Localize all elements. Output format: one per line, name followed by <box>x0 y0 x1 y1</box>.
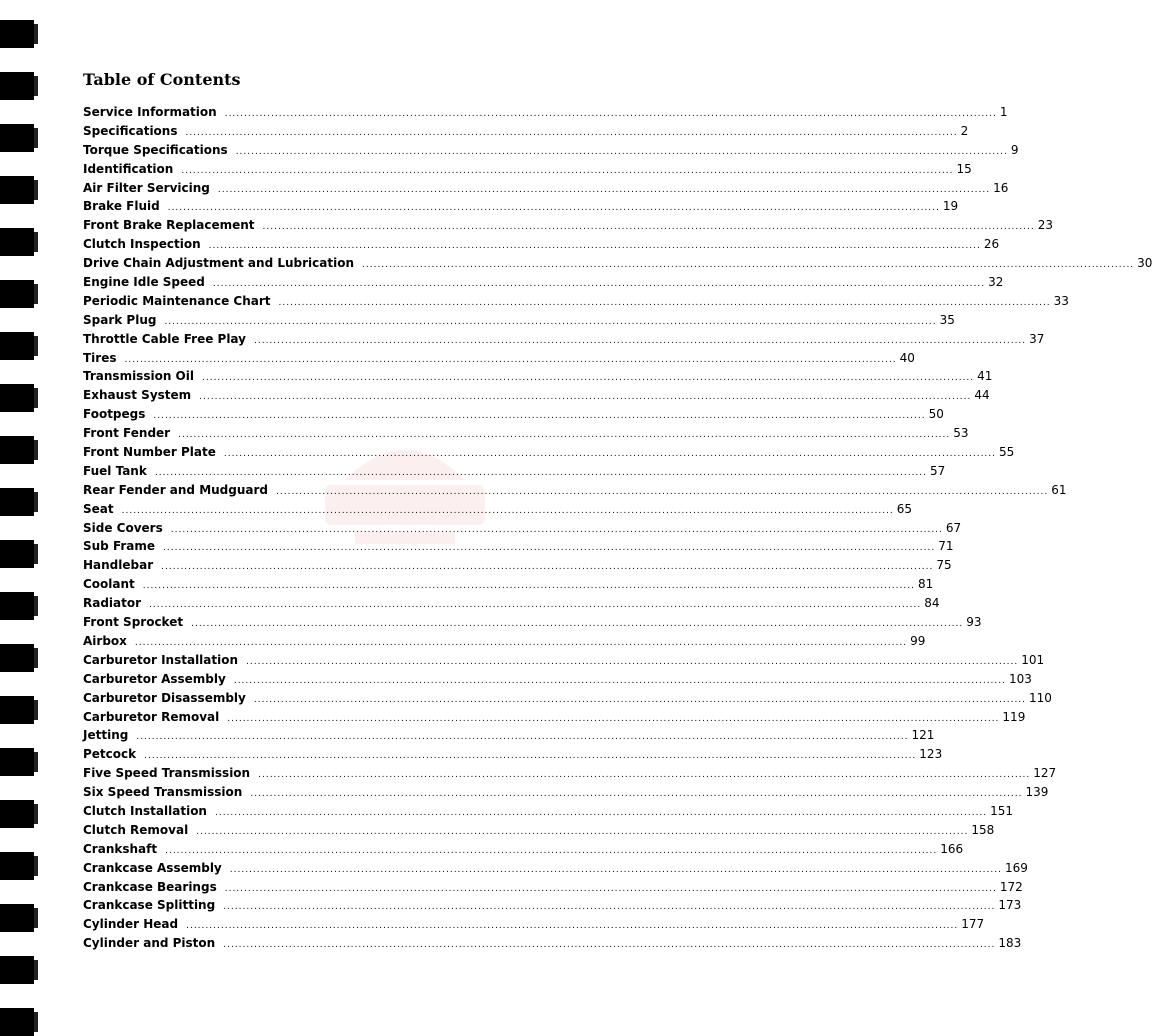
dot-leader: ........................................................................................................................................................................................................ <box>124 354 897 365</box>
binding-slot <box>0 384 34 412</box>
dot-leader: ........................................................................................................................................................................................................ <box>208 241 981 252</box>
toc-entry-label: Petcock <box>83 747 137 762</box>
toc-entry-label: Brake Fluid <box>83 199 160 214</box>
toc-entry-label: Carburetor Removal <box>83 709 220 724</box>
dot-leader: ........................................................................................................................................................................................................ <box>223 902 996 913</box>
toc-entry[interactable] <box>83 859 1028 878</box>
toc-entry-label: Cylinder Head <box>83 917 179 932</box>
toc-entry-label: Front Number Plate <box>83 445 216 460</box>
binding-slot <box>0 436 34 464</box>
toc-entry-label: Air Filter Servicing <box>83 180 210 195</box>
binding-slot <box>0 1008 34 1036</box>
toc-entry-label: Specifications <box>83 123 178 138</box>
toc-entry-page: 172 <box>999 879 1023 894</box>
toc-entry-page: 57 <box>930 463 946 478</box>
toc-list <box>83 103 1152 953</box>
dot-leader: ........................................................................................................................................................................................................ <box>167 203 940 214</box>
binding-slot <box>0 488 34 516</box>
dot-leader: ........................................................................................................................................................................................................ <box>233 675 1006 686</box>
toc-entry-label: Carburetor Disassembly <box>83 690 246 705</box>
toc-entry[interactable] <box>83 537 954 556</box>
toc-entry-label: Tires <box>83 350 117 365</box>
toc-entry[interactable] <box>83 254 1152 273</box>
toc-entry-label: Front Sprocket <box>83 615 184 630</box>
toc-entry[interactable] <box>83 122 969 141</box>
toc-entry[interactable] <box>83 575 934 594</box>
toc-entry-page: 123 <box>919 747 943 762</box>
dot-leader: ........................................................................................................................................................................................................ <box>154 467 928 478</box>
toc-entry-label: Clutch Installation <box>83 803 207 818</box>
toc-entry-page: 40 <box>899 350 915 365</box>
spiral-binding-icon <box>0 0 40 1035</box>
toc-entry-page: 55 <box>999 445 1015 460</box>
dot-leader: ........................................................................................................................................................................................................ <box>227 713 1000 724</box>
toc-entry-page: 183 <box>998 936 1022 951</box>
toc-entry-page: 101 <box>1021 652 1045 667</box>
toc-entry[interactable] <box>83 632 926 651</box>
binding-slot <box>0 696 34 724</box>
dot-leader: ........................................................................................................................................................................................................ <box>149 600 922 611</box>
binding-slot <box>0 956 34 984</box>
toc-entry-label: Torque Specifications <box>83 142 228 157</box>
toc-entry-label: Front Fender <box>83 426 171 441</box>
binding-slot <box>0 332 34 360</box>
toc-entry[interactable] <box>83 481 1067 500</box>
binding-slot <box>0 20 34 48</box>
toc-entry-page: 50 <box>928 407 944 422</box>
toc-entry-label: Seat <box>83 501 114 516</box>
toc-entry-page: 65 <box>896 501 913 516</box>
toc-entry[interactable] <box>83 235 1000 254</box>
toc-entry[interactable] <box>83 783 1049 802</box>
toc-entry[interactable] <box>83 367 993 386</box>
toc-entry-label: Transmission Oil <box>83 369 194 384</box>
toc-entry[interactable] <box>83 708 1026 727</box>
toc-entry[interactable] <box>83 764 1057 783</box>
toc-entry-page: 166 <box>940 841 964 856</box>
toc-entry[interactable] <box>83 594 940 613</box>
toc-entry-label: Carburetor Installation <box>83 652 239 667</box>
toc-entry-page: 127 <box>1033 766 1057 781</box>
dot-leader: ........................................................................................................................................................................................................ <box>153 411 926 422</box>
toc-entry-label: Airbox <box>83 633 127 648</box>
toc-entry-label: Crankcase Splitting <box>83 898 216 913</box>
toc-entry-label: Crankcase Bearings <box>83 879 217 894</box>
toc-entry-label: Five Speed Transmission <box>83 766 251 781</box>
toc-entry-page: 35 <box>939 312 955 327</box>
toc-entry[interactable] <box>83 613 982 632</box>
dot-leader: ........................................................................................................................................................................................................ <box>161 562 934 573</box>
toc-entry-label: Radiator <box>83 596 142 611</box>
dot-leader: ........................................................................................................................................................................................................ <box>223 940 996 951</box>
toc-entry-page: 1 <box>999 105 1008 119</box>
toc-entry[interactable] <box>83 500 913 519</box>
toc-entry[interactable] <box>83 443 1015 462</box>
toc-entry-label: Engine Idle Speed <box>83 275 205 290</box>
dot-leader: ........................................................................................................................................................................................................ <box>362 260 1135 271</box>
binding-slot <box>0 228 34 256</box>
binding-slot <box>0 904 34 932</box>
toc-entry[interactable] <box>83 179 1009 198</box>
dot-leader: ........................................................................................................................................................................................................ <box>164 316 937 327</box>
toc-entry-page: 26 <box>983 237 1000 252</box>
toc-entry-label: Side Covers <box>83 520 163 535</box>
binding-slot <box>0 592 34 620</box>
dot-leader: ........................................................................................................................................................................................................ <box>201 373 975 384</box>
toc-entry-label: Crankcase Assembly <box>83 860 222 875</box>
toc-entry-label: Identification <box>83 161 174 176</box>
toc-entry[interactable] <box>83 915 985 934</box>
dot-leader: ........................................................................................................................................................................................................ <box>224 883 997 894</box>
binding-slot <box>0 280 34 308</box>
dot-leader: ........................................................................................................................................................................................................ <box>165 845 938 856</box>
binding-slot <box>0 124 34 152</box>
dot-leader: ........................................................................................................................................................................................................ <box>235 146 1008 157</box>
toc-entry[interactable] <box>83 934 1022 953</box>
binding-slot <box>0 800 34 828</box>
toc-entry-page: 44 <box>974 388 990 403</box>
toc-entry-page: 75 <box>936 558 952 573</box>
dot-leader: ........................................................................................................................................................................................................ <box>163 543 936 554</box>
toc-entry-page: 110 <box>1029 690 1052 705</box>
toc-entry-page: 30 <box>1137 256 1152 271</box>
toc-entry[interactable] <box>83 349 915 368</box>
toc-entry-page: 37 <box>1029 331 1045 346</box>
binding-slot <box>0 540 34 568</box>
toc-entry[interactable] <box>83 802 1014 821</box>
dot-leader: ........................................................................................................................................................................................................ <box>253 694 1027 705</box>
toc-entry-label: Periodic Maintenance Chart <box>83 293 271 308</box>
toc-entry[interactable] <box>83 896 1022 915</box>
dot-leader: ........................................................................................................................................................................................................ <box>278 297 1051 308</box>
toc-entry-page: 32 <box>988 275 1004 290</box>
toc-entry-label: Rear Fender and Mudguard <box>83 482 269 497</box>
binding-slot <box>0 176 34 204</box>
toc-entry-page: 121 <box>911 728 935 743</box>
toc-entry-label: Crankshaft <box>83 841 158 856</box>
toc-entry[interactable] <box>83 405 944 424</box>
toc-entry[interactable] <box>83 745 943 764</box>
toc-entry-label: Front Brake Replacement <box>83 218 255 233</box>
toc-entry[interactable] <box>83 519 962 538</box>
toc-entry-label: Throttle Cable Free Play <box>83 331 246 346</box>
dot-leader: ........................................................................................................................................................................................................ <box>199 392 972 403</box>
toc-entry-page: 2 <box>960 123 969 138</box>
dot-leader: ........................................................................................................................................................................................................ <box>185 127 958 138</box>
toc-entry-label: Cylinder and Piston <box>83 936 216 951</box>
toc-entry-label: Drive Chain Adjustment and Lubrication <box>83 256 354 271</box>
toc-entry-page: 23 <box>1037 218 1053 233</box>
toc-entry-label: Carburetor Assembly <box>83 671 226 686</box>
toc-entry[interactable] <box>83 141 1019 160</box>
toc-entry-page: 19 <box>942 199 959 214</box>
toc-entry[interactable] <box>83 726 935 745</box>
dot-leader: ........................................................................................................................................................................................................ <box>136 732 909 743</box>
toc-entry-label: Sub Frame <box>83 539 156 554</box>
toc-entry[interactable] <box>83 311 955 330</box>
dot-leader: ........................................................................................................................................................................................................ <box>212 279 986 290</box>
toc-entry[interactable] <box>83 821 995 840</box>
toc-entry-page: 71 <box>938 539 954 554</box>
toc-entry[interactable] <box>83 689 1052 708</box>
dot-leader: ........................................................................................................................................................................................................ <box>186 921 959 932</box>
toc-entry-label: Jetting <box>83 728 129 743</box>
toc-entry-page: 16 <box>993 180 1009 195</box>
toc-entry-page: 15 <box>956 161 972 176</box>
toc-entry-page: 67 <box>945 520 962 535</box>
toc-entry-page: 53 <box>953 426 969 441</box>
toc-entry-page: 169 <box>1004 860 1028 875</box>
toc-entry-page: 119 <box>1002 709 1026 724</box>
toc-entry[interactable] <box>83 103 1008 122</box>
dot-leader: ........................................................................................................................................................................................................ <box>276 486 1049 497</box>
toc-entry-label: Handlebar <box>83 558 154 573</box>
dot-leader: ........................................................................................................................................................................................................ <box>253 335 1027 346</box>
toc-entry-page: 99 <box>910 633 926 648</box>
toc-entry[interactable] <box>83 273 1004 292</box>
toc-entry[interactable] <box>83 556 952 575</box>
dot-leader: ........................................................................................................................................................................................................ <box>223 449 997 460</box>
dot-leader: ........................................................................................................................................................................................................ <box>229 864 1002 875</box>
dot-leader: ........................................................................................................................................................................................................ <box>250 789 1023 800</box>
dot-leader: ........................................................................................................................................................................................................ <box>214 807 988 818</box>
dot-leader: ........................................................................................................................................................................................................ <box>181 165 954 176</box>
toc-entry-label: Service Information <box>83 105 217 119</box>
toc-entry[interactable] <box>83 160 972 179</box>
dot-leader: ........................................................................................................................................................................................................ <box>170 524 943 535</box>
toc-entry[interactable] <box>83 216 1053 235</box>
page-title: Table of Contents <box>83 70 241 89</box>
dot-leader: ........................................................................................................................................................................................................ <box>178 430 951 441</box>
toc-entry-page: 93 <box>966 615 982 630</box>
dot-leader: ........................................................................................................................................................................................................ <box>246 656 1019 667</box>
toc-entry-label: Footpegs <box>83 407 146 422</box>
toc-entry-page: 103 <box>1009 671 1032 686</box>
toc-entry[interactable] <box>83 878 1023 897</box>
dot-leader: ........................................................................................................................................................................................................ <box>262 222 1035 233</box>
dot-leader: ........................................................................................................................................................................................................ <box>224 109 997 119</box>
binding-slot <box>0 852 34 880</box>
toc-entry-label: Coolant <box>83 577 135 592</box>
dot-leader: ........................................................................................................................................................................................................ <box>217 184 991 195</box>
toc-entry[interactable] <box>83 670 1032 689</box>
toc-entry-page: 84 <box>924 596 940 611</box>
toc-entry-label: Six Speed Transmission <box>83 785 243 800</box>
toc-entry-page: 177 <box>961 917 985 932</box>
dot-leader: ........................................................................................................................................................................................................ <box>144 751 917 762</box>
dot-leader: ........................................................................................................................................................................................................ <box>134 637 908 648</box>
toc-entry-page: 173 <box>998 898 1022 913</box>
toc-entry-page: 158 <box>971 822 995 837</box>
toc-entry[interactable] <box>83 386 990 405</box>
toc-entry[interactable] <box>83 462 946 481</box>
binding-slot <box>0 748 34 776</box>
toc-entry[interactable] <box>83 840 964 859</box>
toc-entry-page: 9 <box>1010 142 1019 157</box>
toc-entry-label: Spark Plug <box>83 312 157 327</box>
toc-entry-label: Fuel Tank <box>83 463 147 478</box>
toc-entry[interactable] <box>83 197 959 216</box>
toc-entry-page: 61 <box>1051 482 1067 497</box>
toc-entry-label: Exhaust System <box>83 388 192 403</box>
toc-entry-page: 139 <box>1025 785 1049 800</box>
dot-leader: ........................................................................................................................................................................................................ <box>121 505 894 516</box>
dot-leader: ........................................................................................................................................................................................................ <box>191 619 964 630</box>
dot-leader: ........................................................................................................................................................................................................ <box>196 826 969 837</box>
binding-slot <box>0 72 34 100</box>
binding-slot <box>0 644 34 672</box>
dot-leader: ........................................................................................................................................................................................................ <box>142 581 915 592</box>
dot-leader: ........................................................................................................................................................................................................ <box>258 770 1031 781</box>
toc-entry-label: Clutch Inspection <box>83 237 201 252</box>
toc-entry-page: 41 <box>977 369 993 384</box>
toc-entry[interactable] <box>83 424 969 443</box>
toc-entry-page: 81 <box>917 577 934 592</box>
toc-entry-page: 33 <box>1053 293 1069 308</box>
toc-entry-page: 151 <box>990 803 1014 818</box>
toc-entry-label: Clutch Removal <box>83 822 189 837</box>
toc-entry[interactable] <box>83 292 1069 311</box>
toc-entry[interactable] <box>83 330 1045 349</box>
toc-entry[interactable] <box>83 651 1045 670</box>
